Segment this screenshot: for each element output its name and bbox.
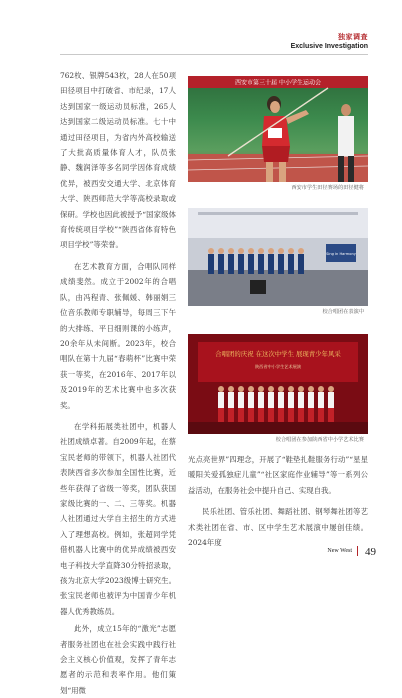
right-paragraph-1: 光点亮世界”四理念，开展了“鞋垫扎鞋服务行动”“星星暖阳关爱孤独症儿童”“社区家庭作业辅导”等一系列公益活动，在服务社会中提升自己、实现自我。 xyxy=(188,455,368,495)
right-text-column xyxy=(188,452,368,550)
footer-magazine-name: New West xyxy=(327,548,352,554)
photo-banner-text: 西安市第三十届 中小学生运动会 xyxy=(235,79,321,87)
athlete-illustration xyxy=(188,76,368,182)
screen-text: Sing in Harmony xyxy=(326,252,356,256)
photo-caption-2: 校合唱团在表演中 xyxy=(322,309,364,315)
choir-illustration xyxy=(188,208,368,306)
section-title-zh: 独家调查 xyxy=(338,33,368,41)
photo-caption-3: 校合唱团在参加陕西省中小学艺术比赛 xyxy=(275,437,364,443)
header-rule xyxy=(60,54,368,55)
paragraph-4: 此外，成立15年的“激光”志愿者服务社团也在社会实践中践行社会主义核心价值观，发挥了青年志愿者的示范和表率作用。他们策划“用微 xyxy=(60,624,176,695)
stage-banner-line2: 陕西省中小学生艺术展演 xyxy=(254,364,302,369)
photo-athlete xyxy=(188,76,368,182)
stage-illustration xyxy=(188,334,368,434)
footer-divider xyxy=(357,546,358,556)
section-title-en: Exclusive Investigation xyxy=(290,43,368,50)
stage-banner-line1: 合唱团的庆祝 在这次中学生 展现青少年风采 xyxy=(215,350,341,358)
paragraph-3: 在学科拓展类社团中，机器人社团成绩卓著。自2009年起，在蔡宝民老师的带领下，机器人社团代表陕西省多次参加全国性比赛，近些年获得了省级一等奖，团队获国家级比赛的一、二、三等奖。机器人社团通过大学自主招生的方式进入了理想高校。例如，张超同学凭借机器人比赛中的优异成绩被西安电子科技大学直降30分特招录取，孩为北京大学2023级博士研究生。张宝民老师也被评为中国青少年机器人优秀教练员。 xyxy=(60,421,176,616)
page-number: 49 xyxy=(365,546,376,558)
right-paragraph-2: 民乐社团、管乐社团、舞蹈社团、钢琴舞社团等艺术类社团在省、市、区中学生艺术展演中屡创佳绩。2024年度 xyxy=(188,507,368,548)
paragraph-1: 762枚、银牌543枚，28人在50项田径项目中打破省、市纪录，17人达到国家一级运动员标准，265人达到国家二级运动员标准。七十中通过田径项目，为省内外高校输送了大批高质量体育人才，队员张静、魏润泽等多名同学因体育成绩优异，被西安交通大学、北京体育大学、陕西师范大学等高校录取或保研。学校也因此被授予“国家级体育传统项目学校”“陕西省体育特色项目学校”等荣誉。 xyxy=(60,71,176,250)
photo-choir xyxy=(188,208,368,306)
photo-choir-stage xyxy=(188,334,368,434)
left-text-column xyxy=(60,68,176,698)
paragraph-2: 在艺术教育方面，合唱队同样成绩斐然。成立于2002年的合唱队，由冯程青、张佩媛、韩丽娟三位音乐教师专职辅导，每周三下午的大排练、平日细则课的小练声，20余年从未间断。2023年，校合唱队在第十九届“春萌杯”比赛中荣获一等奖，在2016年、2017年以及2019年的艺术比赛中也多次获奖。 xyxy=(60,261,176,410)
photo-caption-1: 西安市学生田径赛场的田径健将 xyxy=(291,185,364,191)
